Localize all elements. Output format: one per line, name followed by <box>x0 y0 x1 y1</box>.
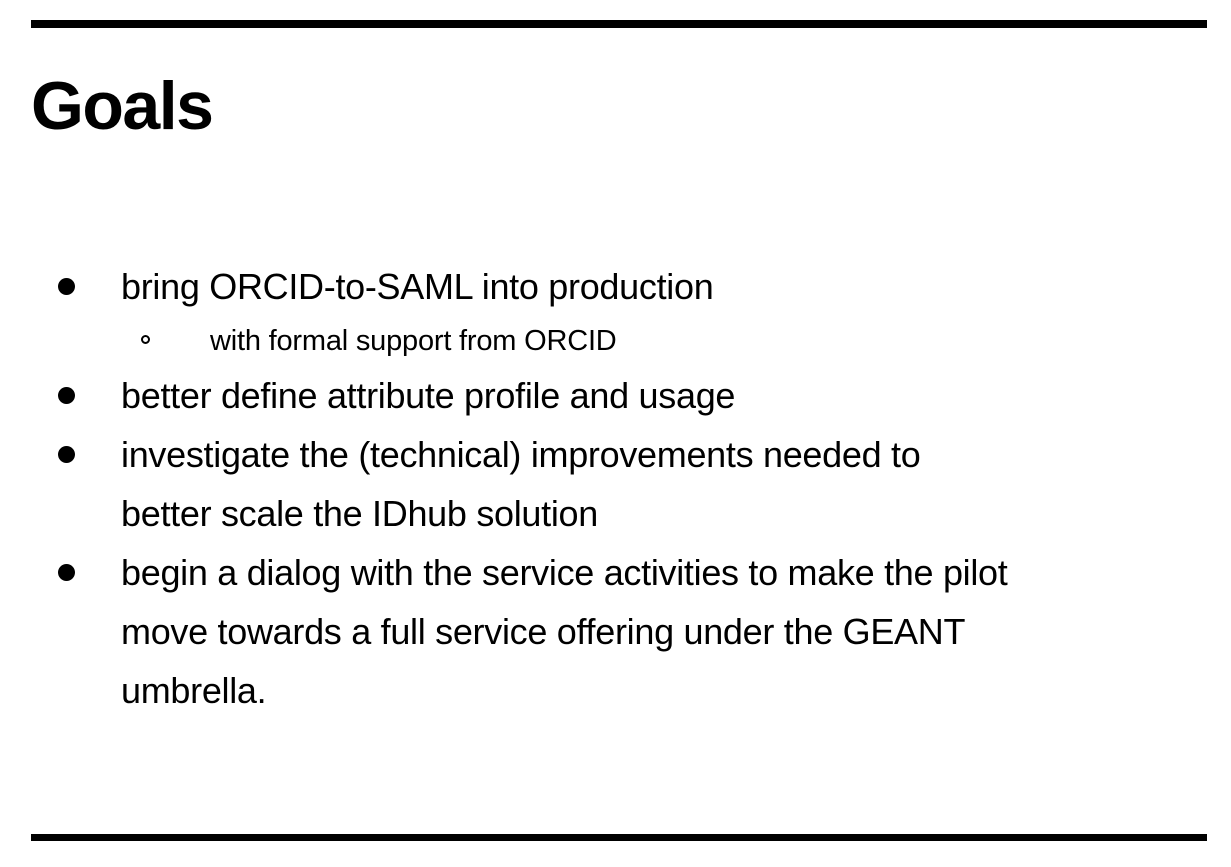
bullet-marker-column <box>58 257 121 295</box>
bullet-marker-column <box>58 425 121 463</box>
bullet-line: bring ORCID-to-SAML into production <box>121 266 714 307</box>
bullet-item <box>58 543 1228 720</box>
filled-circle-bullet-icon <box>58 564 75 581</box>
top-rule <box>31 20 1207 28</box>
bullet-marker-column <box>58 543 121 581</box>
bullet-text <box>121 366 735 425</box>
bullet-item <box>58 366 1228 425</box>
slide-title: Goals <box>31 68 213 144</box>
filled-circle-bullet-icon <box>58 387 75 404</box>
bullet-marker-column <box>141 316 210 344</box>
sub-bullet-item <box>58 316 1228 366</box>
hollow-circle-bullet-icon <box>141 335 150 344</box>
sub-bullet-text <box>210 316 617 366</box>
bullet-item <box>58 425 1228 543</box>
bullet-marker-column <box>58 366 121 404</box>
bullet-text <box>121 257 713 316</box>
bullet-list <box>58 257 1228 720</box>
bullet-line: better define attribute profile and usage <box>121 375 736 416</box>
bullet-text <box>121 425 920 543</box>
bullet-line: with formal support from ORCID <box>210 325 617 357</box>
bullet-text <box>121 543 1007 720</box>
bullet-line: better scale the IDhub solution <box>121 493 598 534</box>
bullet-line: investigate the (technical) improvements needed to <box>121 434 921 475</box>
bullet-item <box>58 257 1228 316</box>
bullet-line: begin a dialog with the service activities to make the pilot <box>121 552 1008 593</box>
bullet-line: move towards a full service offering under the GEANT <box>121 611 966 652</box>
bottom-rule <box>31 834 1207 841</box>
bullet-line: umbrella. <box>121 670 267 711</box>
filled-circle-bullet-icon <box>58 278 75 295</box>
filled-circle-bullet-icon <box>58 446 75 463</box>
